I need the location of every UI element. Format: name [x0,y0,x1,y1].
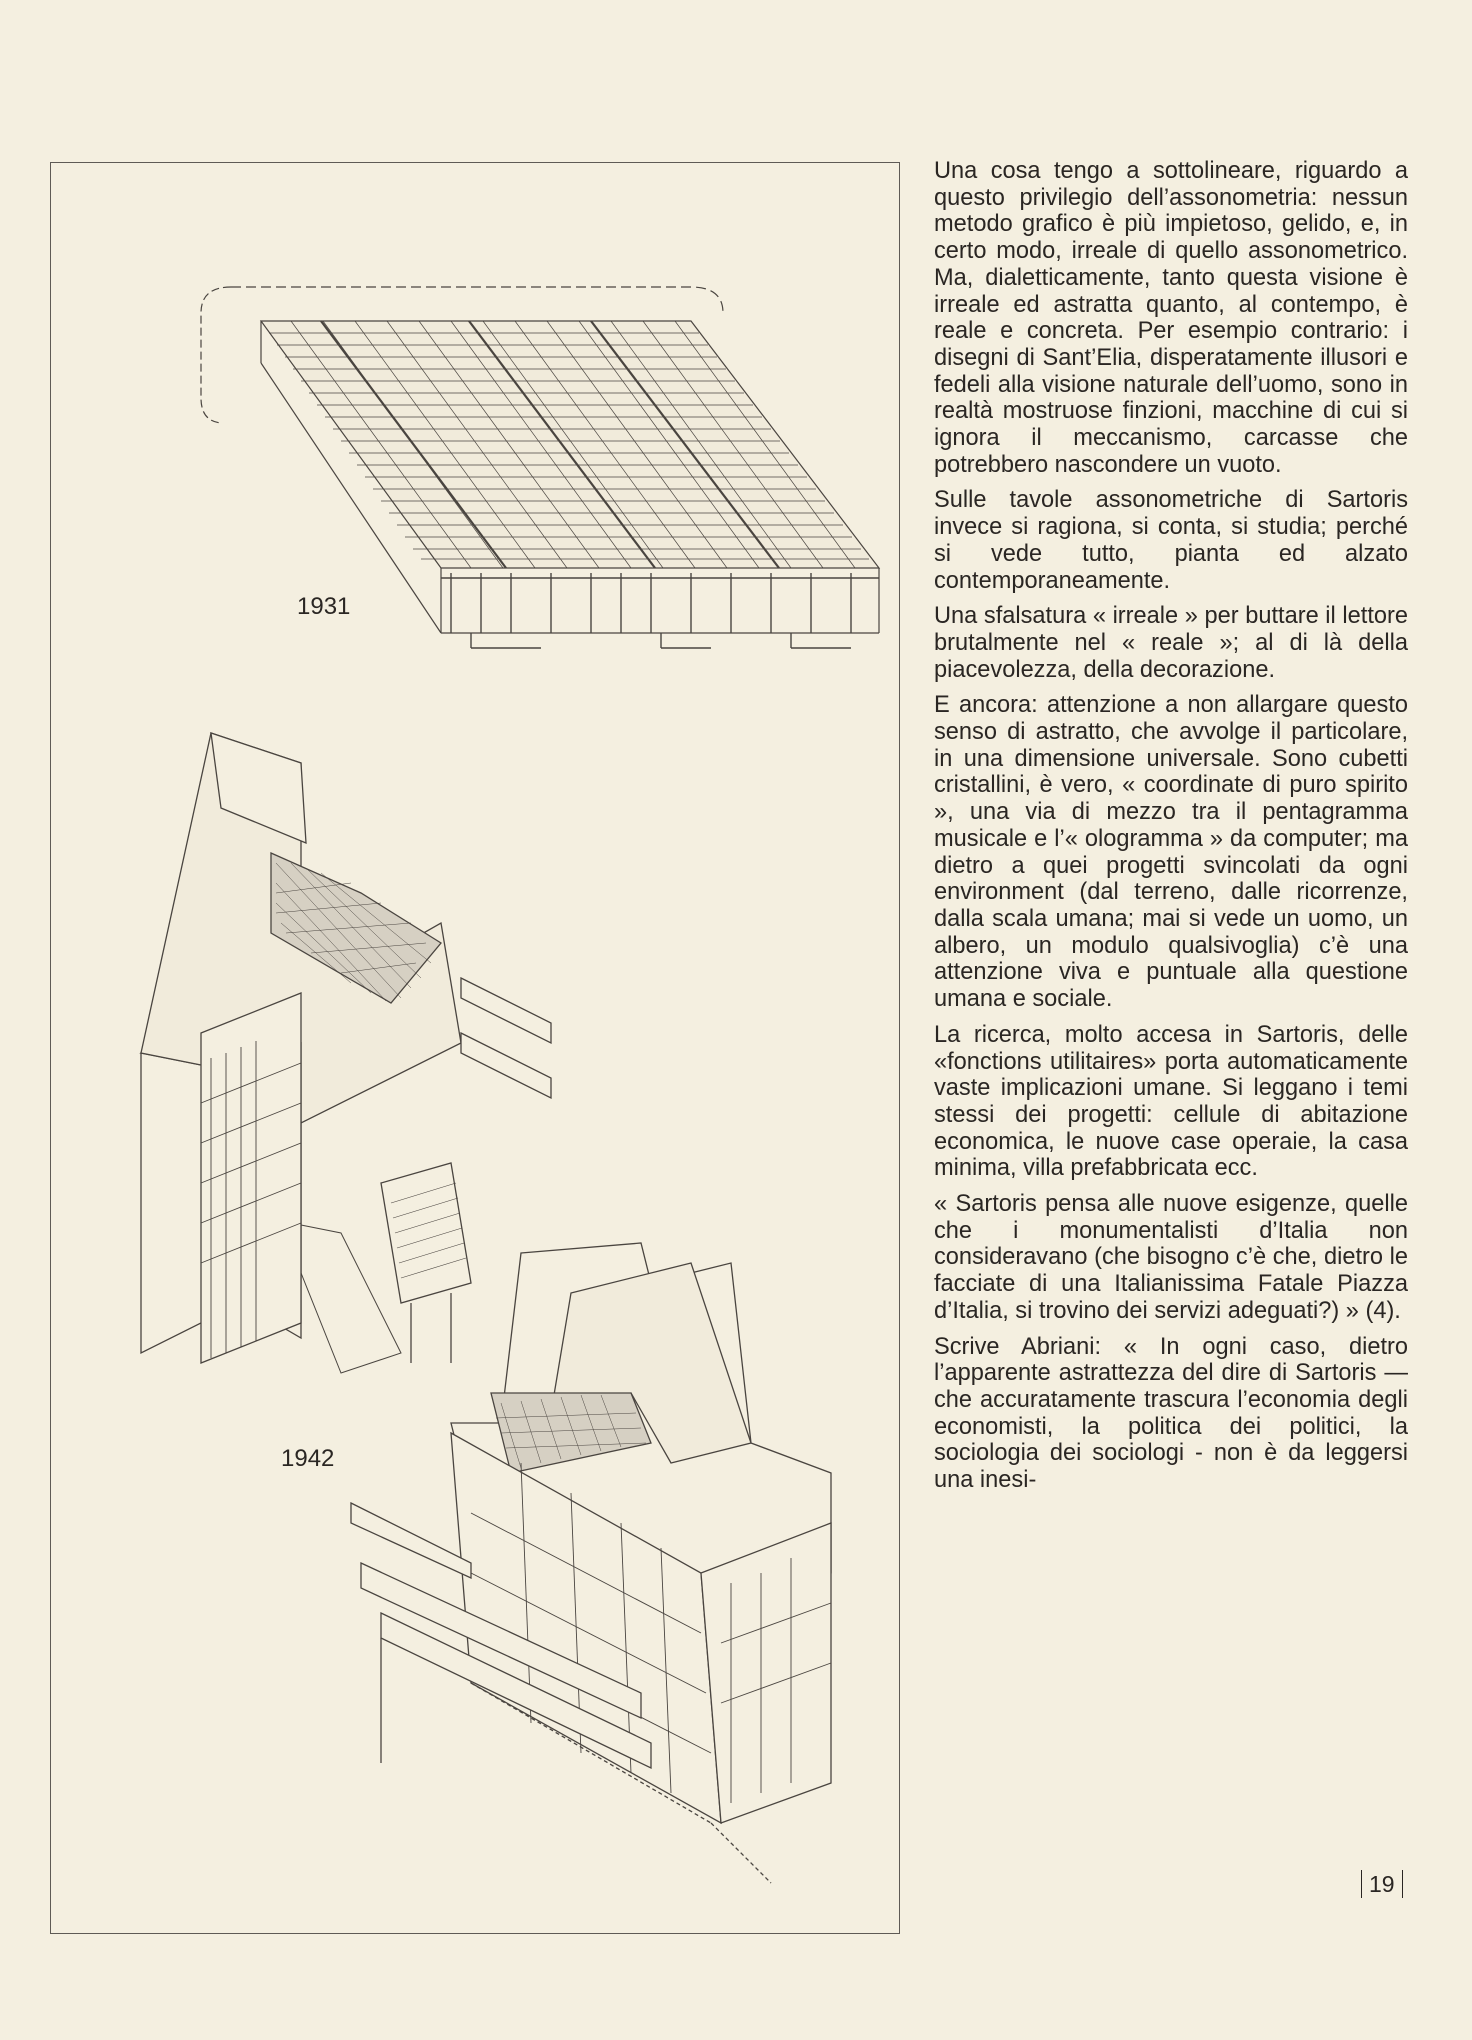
paragraph: « Sartoris pensa alle nuove esigenze, quelle che i monumentalisti d’Italia non consideravano (che bisogno c’è che, dietro le facciate di una Italianissima Fatale Piazza d’Italia, si trovino dei servizi adeguati?) » (4). [934,1191,1408,1324]
article-text [934,158,1408,1503]
caption-1942: 1942 [281,1445,335,1472]
paragraph: E ancora: attenzione a non allargare questo senso di astratto, che avvolge il particolare, in una dimensione universale. Sono cubetti cristallini, è vero, « coordinate di puro spirito », una via di mezzo tra il pentagramma musicale e l’« ologramma » da computer; ma dietro a quei progetti svincolati da ogni environment (dal terreno, dalle ricorrenze, dalla scala umana; mai si vede un uomo, un albero, un modulo qualsivoglia) c’è una attenzione viva e puntuale alla questione umana e sociale. [934,692,1408,1013]
paragraph: Scrive Abriani: « In ogni caso, dietro l’apparente astrattezza del dire di Sartoris — che accuratamente trascura l’economia degli economisti, la politica dei politici, la sociologia dei sociologi - non è da leggersi una inesi- [934,1333,1408,1494]
caption-1931: 1931 [297,593,351,620]
paragraph: Una sfalsatura « irreale » per buttare il lettore brutalmente nel « reale »; al di là della piacevolezza, della decorazione. [934,603,1408,683]
axonometric-drawings [51,163,901,1935]
paragraph: La ricerca, molto accesa in Sartoris, delle «fonctions utilitaires» porta automaticamente vaste implicazioni umane. Si leggano i temi stessi dei progetti: cellule di abitazione economica, le nuove case operaie, la casa minima, villa prefabbricata ecc. [934,1021,1408,1182]
paragraph: Sulle tavole assonometriche di Sartoris invece si ragiona, si conta, si studia; perché si vede tutto, pianta ed alzato contemporaneamente. [934,487,1408,594]
page-number: 19 [1361,1870,1403,1898]
illustration-panel [50,162,900,1934]
paragraph: Una cosa tengo a sottolineare, riguardo a questo privilegio dell’assonometria: nessun metodo grafico è più impietoso, gelido, e, in certo modo, irreale di quello assonometrico. Ma, dialetticamente, tanto questa visione è irreale ed astratta quanto, al contempo, è reale e concreta. Per esempio contrario: i disegni di Sant’Elia, disperatamente illusori e fedeli alla visione naturale dell’uomo, sono in realtà mostruose finzioni, macchine di cui si ignora il meccanismo, carcasse che potrebbero nascondere un vuoto. [934,158,1408,478]
drawing-1942-upper [141,733,551,1373]
drawing-1942-lower [351,1243,831,1883]
